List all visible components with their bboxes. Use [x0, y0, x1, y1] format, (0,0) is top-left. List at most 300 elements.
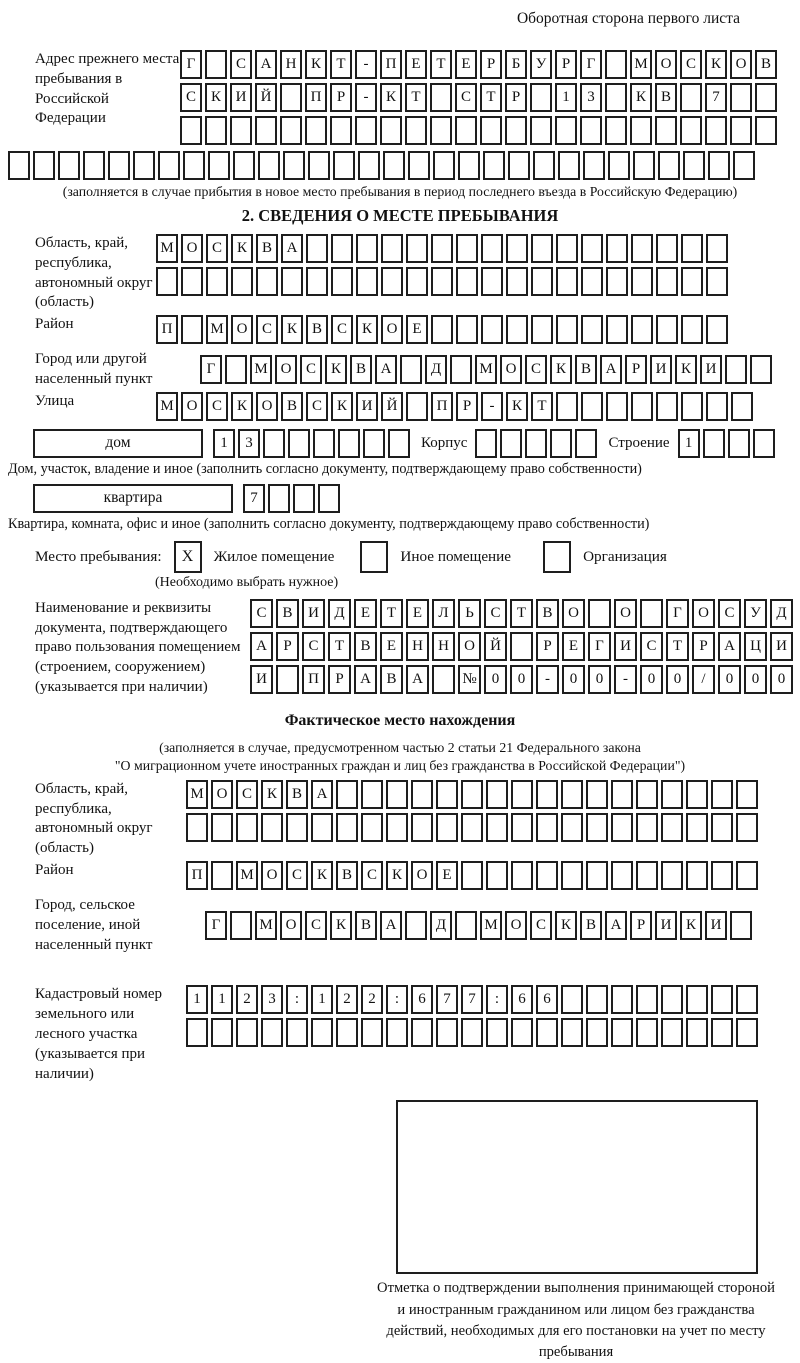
char-box[interactable] — [406, 392, 428, 421]
char-box[interactable]: 1 — [186, 985, 208, 1014]
char-box[interactable]: Е — [406, 599, 429, 628]
char-box[interactable]: Е — [405, 50, 427, 79]
char-box[interactable]: В — [355, 911, 377, 940]
char-box[interactable] — [733, 151, 755, 180]
char-box[interactable] — [661, 813, 683, 842]
char-box[interactable] — [750, 355, 772, 384]
char-box[interactable] — [483, 151, 505, 180]
char-box[interactable]: С — [305, 911, 327, 940]
char-box[interactable] — [431, 267, 453, 296]
char-box[interactable]: А — [380, 911, 402, 940]
char-box[interactable] — [311, 1018, 333, 1047]
char-box[interactable]: Д — [328, 599, 351, 628]
char-box[interactable] — [486, 780, 508, 809]
char-box[interactable]: Т — [405, 83, 427, 112]
char-box[interactable] — [506, 267, 528, 296]
char-box[interactable]: О — [275, 355, 297, 384]
char-box[interactable] — [611, 813, 633, 842]
char-box[interactable]: С — [680, 50, 702, 79]
char-box[interactable]: К — [305, 50, 327, 79]
char-box[interactable] — [661, 780, 683, 809]
char-box[interactable]: Р — [480, 50, 502, 79]
char-box[interactable] — [711, 985, 733, 1014]
char-box[interactable]: С — [206, 234, 228, 263]
char-box[interactable]: В — [580, 911, 602, 940]
char-box[interactable] — [706, 234, 728, 263]
char-box[interactable] — [533, 151, 555, 180]
char-box[interactable] — [431, 315, 453, 344]
char-box[interactable] — [58, 151, 80, 180]
char-box[interactable]: К — [205, 83, 227, 112]
char-box[interactable]: К — [325, 355, 347, 384]
char-box[interactable]: В — [286, 780, 308, 809]
char-box[interactable] — [236, 1018, 258, 1047]
char-box[interactable]: 7 — [461, 985, 483, 1014]
char-box[interactable] — [636, 780, 658, 809]
char-box[interactable] — [405, 116, 427, 145]
char-box[interactable] — [705, 116, 727, 145]
char-box[interactable] — [755, 116, 777, 145]
char-box[interactable] — [230, 116, 252, 145]
char-box[interactable] — [681, 315, 703, 344]
char-box[interactable]: Г — [666, 599, 689, 628]
char-box[interactable] — [683, 151, 705, 180]
char-box[interactable]: Г — [580, 50, 602, 79]
char-box[interactable] — [736, 1018, 758, 1047]
char-box[interactable]: Р — [555, 50, 577, 79]
char-box[interactable]: 6 — [511, 985, 533, 1014]
char-box[interactable] — [661, 861, 683, 890]
char-box[interactable]: Д — [430, 911, 452, 940]
char-box[interactable] — [461, 1018, 483, 1047]
char-box[interactable] — [263, 429, 285, 458]
char-box[interactable] — [536, 780, 558, 809]
char-box[interactable]: Р — [330, 83, 352, 112]
char-box[interactable] — [661, 1018, 683, 1047]
char-box[interactable]: Р — [692, 632, 715, 661]
char-box[interactable] — [225, 355, 247, 384]
char-box[interactable] — [400, 355, 422, 384]
char-box[interactable] — [286, 813, 308, 842]
char-box[interactable]: М — [236, 861, 258, 890]
char-box[interactable]: С — [230, 50, 252, 79]
char-box[interactable]: И — [705, 911, 727, 940]
char-box[interactable] — [680, 116, 702, 145]
char-box[interactable] — [261, 1018, 283, 1047]
char-box[interactable]: О — [256, 392, 278, 421]
char-box[interactable] — [575, 429, 597, 458]
char-box[interactable]: Р — [276, 632, 299, 661]
char-box[interactable] — [505, 116, 527, 145]
char-box[interactable] — [288, 429, 310, 458]
document-grid-row3[interactable] — [250, 665, 796, 694]
char-box[interactable]: И — [230, 83, 252, 112]
apartment-type-box[interactable]: квартира — [33, 484, 233, 513]
char-box[interactable] — [133, 151, 155, 180]
char-box[interactable]: С — [530, 911, 552, 940]
char-box[interactable]: В — [336, 861, 358, 890]
char-box[interactable]: С — [718, 599, 741, 628]
char-box[interactable] — [411, 1018, 433, 1047]
char-box[interactable]: 0 — [770, 665, 793, 694]
char-box[interactable] — [436, 813, 458, 842]
char-box[interactable] — [681, 392, 703, 421]
char-box[interactable] — [361, 1018, 383, 1047]
checkbox-other-premises[interactable] — [360, 541, 388, 573]
char-box[interactable] — [636, 985, 658, 1014]
char-box[interactable]: Е — [354, 599, 377, 628]
char-box[interactable] — [386, 1018, 408, 1047]
char-box[interactable] — [506, 315, 528, 344]
char-box[interactable] — [233, 151, 255, 180]
char-box[interactable] — [358, 151, 380, 180]
char-box[interactable]: П — [186, 861, 208, 890]
char-box[interactable]: Б — [505, 50, 527, 79]
char-box[interactable] — [631, 234, 653, 263]
char-box[interactable]: В — [575, 355, 597, 384]
char-box[interactable] — [606, 234, 628, 263]
char-box[interactable] — [586, 780, 608, 809]
char-box[interactable]: 0 — [484, 665, 507, 694]
char-box[interactable]: В — [354, 632, 377, 661]
char-box[interactable] — [655, 116, 677, 145]
char-box[interactable] — [511, 861, 533, 890]
char-box[interactable] — [725, 355, 747, 384]
checkbox-organization[interactable] — [543, 541, 571, 573]
char-box[interactable] — [486, 813, 508, 842]
char-box[interactable]: Н — [280, 50, 302, 79]
char-box[interactable]: С — [455, 83, 477, 112]
char-box[interactable] — [436, 1018, 458, 1047]
char-box[interactable]: М — [250, 355, 272, 384]
char-box[interactable]: Н — [432, 632, 455, 661]
char-box[interactable]: Р — [456, 392, 478, 421]
char-box[interactable]: Г — [200, 355, 222, 384]
char-box[interactable] — [605, 83, 627, 112]
char-box[interactable]: 0 — [510, 665, 533, 694]
char-box[interactable] — [536, 813, 558, 842]
char-box[interactable]: 3 — [238, 429, 260, 458]
city-grid[interactable] — [200, 355, 775, 384]
char-box[interactable] — [383, 151, 405, 180]
char-box[interactable] — [656, 392, 678, 421]
char-box[interactable] — [186, 813, 208, 842]
char-box[interactable] — [363, 429, 385, 458]
char-box[interactable]: 0 — [718, 665, 741, 694]
char-box[interactable] — [381, 234, 403, 263]
cadastral-grid-row2[interactable] — [186, 1018, 761, 1047]
house-number-grid[interactable] — [213, 429, 413, 458]
char-box[interactable]: К — [550, 355, 572, 384]
char-box[interactable]: Р — [505, 83, 527, 112]
char-box[interactable]: 1 — [678, 429, 700, 458]
char-box[interactable]: К — [506, 392, 528, 421]
char-box[interactable]: С — [331, 315, 353, 344]
char-box[interactable] — [606, 267, 628, 296]
char-box[interactable] — [286, 1018, 308, 1047]
char-box[interactable] — [336, 780, 358, 809]
char-box[interactable] — [730, 911, 752, 940]
char-box[interactable] — [380, 116, 402, 145]
char-box[interactable]: Е — [455, 50, 477, 79]
char-box[interactable]: Е — [406, 315, 428, 344]
char-box[interactable] — [306, 267, 328, 296]
char-box[interactable] — [461, 780, 483, 809]
char-box[interactable] — [83, 151, 105, 180]
char-box[interactable] — [588, 599, 611, 628]
char-box[interactable] — [631, 315, 653, 344]
char-box[interactable] — [8, 151, 30, 180]
char-box[interactable] — [711, 813, 733, 842]
char-box[interactable] — [205, 116, 227, 145]
char-box[interactable]: А — [600, 355, 622, 384]
char-box[interactable]: Н — [406, 632, 429, 661]
char-box[interactable] — [556, 234, 578, 263]
char-box[interactable] — [338, 429, 360, 458]
char-box[interactable] — [331, 267, 353, 296]
char-box[interactable] — [356, 234, 378, 263]
char-box[interactable]: А — [311, 780, 333, 809]
char-box[interactable] — [736, 813, 758, 842]
char-box[interactable] — [500, 429, 522, 458]
char-box[interactable] — [753, 429, 775, 458]
char-box[interactable] — [450, 355, 472, 384]
char-box[interactable] — [230, 911, 252, 940]
char-box[interactable] — [586, 861, 608, 890]
char-box[interactable]: А — [255, 50, 277, 79]
char-box[interactable]: Т — [531, 392, 553, 421]
char-box[interactable]: Г — [205, 911, 227, 940]
char-box[interactable]: О — [614, 599, 637, 628]
char-box[interactable] — [708, 151, 730, 180]
char-box[interactable] — [636, 861, 658, 890]
char-box[interactable] — [658, 151, 680, 180]
cadastral-grid-row1[interactable] — [186, 985, 761, 1014]
char-box[interactable] — [686, 985, 708, 1014]
char-box[interactable]: К — [630, 83, 652, 112]
char-box[interactable] — [480, 116, 502, 145]
char-box[interactable] — [313, 429, 335, 458]
char-box[interactable] — [455, 911, 477, 940]
char-box[interactable] — [280, 83, 302, 112]
char-box[interactable]: С — [525, 355, 547, 384]
prev-address-grid-row4[interactable] — [8, 151, 792, 180]
char-box[interactable] — [531, 315, 553, 344]
char-box[interactable] — [456, 234, 478, 263]
char-box[interactable]: Е — [380, 632, 403, 661]
char-box[interactable]: С — [484, 599, 507, 628]
actual-region-grid-row2[interactable] — [186, 813, 761, 842]
char-box[interactable] — [608, 151, 630, 180]
char-box[interactable]: Л — [432, 599, 455, 628]
char-box[interactable] — [481, 315, 503, 344]
char-box[interactable] — [331, 234, 353, 263]
prev-address-grid-row1[interactable] — [180, 50, 780, 79]
char-box[interactable]: - — [536, 665, 559, 694]
char-box[interactable]: Г — [588, 632, 611, 661]
char-box[interactable] — [586, 985, 608, 1014]
char-box[interactable] — [231, 267, 253, 296]
char-box[interactable] — [656, 267, 678, 296]
char-box[interactable] — [411, 813, 433, 842]
char-box[interactable] — [408, 151, 430, 180]
char-box[interactable] — [681, 267, 703, 296]
char-box[interactable]: Р — [536, 632, 559, 661]
actual-region-grid-row1[interactable] — [186, 780, 761, 809]
char-box[interactable]: В — [350, 355, 372, 384]
char-box[interactable] — [283, 151, 305, 180]
char-box[interactable]: И — [614, 632, 637, 661]
char-box[interactable]: К — [331, 392, 353, 421]
stroenie-grid[interactable] — [678, 429, 778, 458]
char-box[interactable]: А — [605, 911, 627, 940]
char-box[interactable]: 2 — [361, 985, 383, 1014]
char-box[interactable] — [456, 267, 478, 296]
char-box[interactable]: К — [555, 911, 577, 940]
char-box[interactable] — [281, 267, 303, 296]
char-box[interactable]: № — [458, 665, 481, 694]
char-box[interactable] — [636, 1018, 658, 1047]
apartment-number-grid[interactable] — [243, 484, 343, 513]
char-box[interactable]: 0 — [744, 665, 767, 694]
char-box[interactable] — [386, 813, 408, 842]
char-box[interactable] — [206, 267, 228, 296]
char-box[interactable]: 1 — [555, 83, 577, 112]
char-box[interactable] — [318, 484, 340, 513]
char-box[interactable]: - — [355, 83, 377, 112]
char-box[interactable]: 3 — [580, 83, 602, 112]
char-box[interactable]: О — [730, 50, 752, 79]
char-box[interactable]: К — [231, 234, 253, 263]
char-box[interactable] — [406, 234, 428, 263]
char-box[interactable] — [581, 234, 603, 263]
char-box[interactable] — [736, 780, 758, 809]
char-box[interactable]: С — [256, 315, 278, 344]
char-box[interactable] — [711, 780, 733, 809]
char-box[interactable] — [186, 1018, 208, 1047]
char-box[interactable] — [180, 116, 202, 145]
char-box[interactable] — [430, 83, 452, 112]
region-grid-row1[interactable] — [156, 234, 731, 263]
char-box[interactable]: С — [361, 861, 383, 890]
char-box[interactable]: 0 — [640, 665, 663, 694]
char-box[interactable]: М — [255, 911, 277, 940]
char-box[interactable] — [686, 861, 708, 890]
char-box[interactable]: П — [380, 50, 402, 79]
char-box[interactable] — [305, 116, 327, 145]
char-box[interactable] — [605, 116, 627, 145]
char-box[interactable] — [631, 392, 653, 421]
char-box[interactable]: О — [458, 632, 481, 661]
char-box[interactable] — [730, 83, 752, 112]
char-box[interactable] — [550, 429, 572, 458]
char-box[interactable]: Й — [255, 83, 277, 112]
char-box[interactable] — [308, 151, 330, 180]
char-box[interactable]: Р — [630, 911, 652, 940]
street-grid[interactable] — [156, 392, 756, 421]
char-box[interactable]: Д — [425, 355, 447, 384]
char-box[interactable] — [536, 861, 558, 890]
char-box[interactable] — [731, 392, 753, 421]
char-box[interactable]: - — [481, 392, 503, 421]
char-box[interactable]: Т — [430, 50, 452, 79]
char-box[interactable]: 6 — [411, 985, 433, 1014]
char-box[interactable]: О — [562, 599, 585, 628]
char-box[interactable]: 0 — [562, 665, 585, 694]
char-box[interactable] — [586, 813, 608, 842]
char-box[interactable]: Т — [380, 599, 403, 628]
char-box[interactable] — [530, 116, 552, 145]
char-box[interactable]: О — [211, 780, 233, 809]
char-box[interactable]: С — [180, 83, 202, 112]
char-box[interactable] — [510, 632, 533, 661]
char-box[interactable] — [640, 599, 663, 628]
char-box[interactable] — [530, 83, 552, 112]
char-box[interactable]: Т — [328, 632, 351, 661]
char-box[interactable] — [561, 985, 583, 1014]
char-box[interactable]: - — [614, 665, 637, 694]
char-box[interactable] — [511, 1018, 533, 1047]
char-box[interactable]: 1 — [311, 985, 333, 1014]
char-box[interactable]: К — [386, 861, 408, 890]
char-box[interactable]: И — [655, 911, 677, 940]
char-box[interactable]: В — [380, 665, 403, 694]
char-box[interactable] — [456, 315, 478, 344]
char-box[interactable]: 6 — [536, 985, 558, 1014]
char-box[interactable]: М — [186, 780, 208, 809]
char-box[interactable] — [205, 50, 227, 79]
char-box[interactable] — [611, 1018, 633, 1047]
char-box[interactable]: В — [276, 599, 299, 628]
char-box[interactable] — [268, 484, 290, 513]
char-box[interactable] — [486, 861, 508, 890]
char-box[interactable] — [661, 985, 683, 1014]
char-box[interactable]: О — [181, 234, 203, 263]
char-box[interactable] — [405, 911, 427, 940]
char-box[interactable]: 2 — [236, 985, 258, 1014]
char-box[interactable] — [255, 116, 277, 145]
char-box[interactable]: В — [256, 234, 278, 263]
char-box[interactable]: А — [375, 355, 397, 384]
char-box[interactable] — [525, 429, 547, 458]
char-box[interactable] — [736, 861, 758, 890]
char-box[interactable]: К — [261, 780, 283, 809]
char-box[interactable] — [481, 267, 503, 296]
document-grid-row2[interactable] — [250, 632, 796, 661]
char-box[interactable] — [256, 267, 278, 296]
char-box[interactable]: М — [156, 234, 178, 263]
char-box[interactable] — [481, 234, 503, 263]
char-box[interactable]: О — [231, 315, 253, 344]
char-box[interactable]: - — [355, 50, 377, 79]
char-box[interactable] — [636, 813, 658, 842]
char-box[interactable] — [561, 813, 583, 842]
char-box[interactable]: О — [505, 911, 527, 940]
char-box[interactable] — [681, 234, 703, 263]
char-box[interactable]: Й — [381, 392, 403, 421]
char-box[interactable] — [508, 151, 530, 180]
char-box[interactable] — [432, 665, 455, 694]
char-box[interactable] — [706, 267, 728, 296]
char-box[interactable]: В — [655, 83, 677, 112]
char-box[interactable] — [686, 780, 708, 809]
char-box[interactable]: С — [206, 392, 228, 421]
char-box[interactable]: К — [380, 83, 402, 112]
char-box[interactable]: 1 — [211, 985, 233, 1014]
char-box[interactable] — [561, 780, 583, 809]
char-box[interactable]: М — [475, 355, 497, 384]
char-box[interactable]: И — [250, 665, 273, 694]
